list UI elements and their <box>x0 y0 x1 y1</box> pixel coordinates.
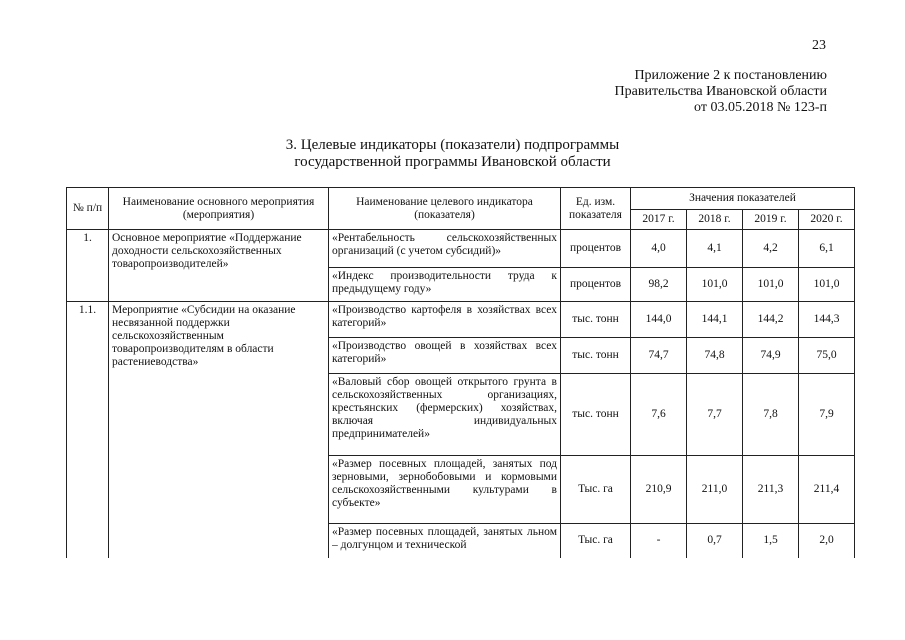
indicator-name: «Производство овощей в хозяйствах всех категорий» <box>329 338 561 374</box>
value-2020: 211,4 <box>799 456 855 524</box>
value-2019: 7,8 <box>743 374 799 456</box>
indicator-name: «Производство картофеля в хозяйствах всех категорий» <box>329 302 561 338</box>
value-2020: 2,0 <box>799 524 855 558</box>
value-2017: 98,2 <box>631 268 687 302</box>
unit-cell: тыс. тонн <box>561 374 631 456</box>
value-2018: 0,7 <box>687 524 743 558</box>
unit-cell: тыс. тонн <box>561 302 631 338</box>
value-2017: - <box>631 524 687 558</box>
value-2018: 144,1 <box>687 302 743 338</box>
indicator-name <box>329 524 561 558</box>
value-2018: 74,8 <box>687 338 743 374</box>
header-year-2020: 2020 г. <box>799 210 855 230</box>
header-values: Значения показателей <box>631 188 855 210</box>
unit-cell: процентов <box>561 230 631 268</box>
unit-cell: тыс. тонн <box>561 338 631 374</box>
header-year-2019: 2019 г. <box>743 210 799 230</box>
activity-name: Основное мероприятие «Поддержание доходности сельскохозяйственных товаропроизводителей» <box>109 230 329 302</box>
heading-line-2: государственной программы Ивановской области <box>294 154 611 170</box>
value-2020: 144,3 <box>799 302 855 338</box>
appendix-line-3: от 03.05.2018 № 123-п <box>694 100 827 115</box>
page-number: 23 <box>812 38 826 53</box>
unit-cell: процентов <box>561 268 631 302</box>
value-2017: 210,9 <box>631 456 687 524</box>
header-num: № п/п <box>67 188 109 230</box>
header-activity: Наименование основного мероприятия (мероприятия) <box>109 188 329 230</box>
table-row <box>67 230 855 268</box>
value-2018: 7,7 <box>687 374 743 456</box>
value-2020: 6,1 <box>799 230 855 268</box>
value-2017: 4,0 <box>631 230 687 268</box>
header-indicator: Наименование целевого индикатора (показателя) <box>329 188 561 230</box>
value-2018: 211,0 <box>687 456 743 524</box>
appendix-note <box>615 68 827 116</box>
value-2019: 1,5 <box>743 524 799 558</box>
indicator-name-text: «Размер посевных площадей, занятых льном – долгунцом и технической <box>332 526 557 551</box>
value-2017: 74,7 <box>631 338 687 374</box>
indicators-table <box>66 187 855 558</box>
section-heading <box>0 137 905 171</box>
header-year-2018: 2018 г. <box>687 210 743 230</box>
value-2020: 101,0 <box>799 268 855 302</box>
value-2020: 7,9 <box>799 374 855 456</box>
value-2020: 75,0 <box>799 338 855 374</box>
header-year-2017: 2017 г. <box>631 210 687 230</box>
appendix-line-1: Приложение 2 к постановлению <box>634 68 827 83</box>
indicator-name: «Индекс производительности труда к предыдущему году» <box>329 268 561 302</box>
header-unit: Ед. изм. показателя <box>561 188 631 230</box>
table-row <box>67 302 855 338</box>
value-2018: 4,1 <box>687 230 743 268</box>
value-2017: 7,6 <box>631 374 687 456</box>
indicator-name: «Рентабельность сельскохозяйственных организаций (с учетом субсидий)» <box>329 230 561 268</box>
value-2019: 144,2 <box>743 302 799 338</box>
activity-name: Мероприятие «Субсидии на оказание несвязанной поддержки сельскохозяйственным товаропроизводителям в области растениеводства» <box>109 302 329 558</box>
row-num: 1. <box>67 230 109 302</box>
unit-cell: Тыс. га <box>561 524 631 558</box>
heading-line-1: 3. Целевые индикаторы (показатели) подпрограммы <box>285 137 620 153</box>
value-2019: 101,0 <box>743 268 799 302</box>
unit-cell: Тыс. га <box>561 456 631 524</box>
value-2019: 4,2 <box>743 230 799 268</box>
value-2019: 211,3 <box>743 456 799 524</box>
row-num: 1.1. <box>67 302 109 558</box>
indicator-name: «Валовый сбор овощей открытого грунта в сельскохозяйственных организациях, крестьянских (фермерских) хозяйствах, включая индивидуальных предпринимателей» <box>329 374 561 456</box>
value-2018: 101,0 <box>687 268 743 302</box>
value-2019: 74,9 <box>743 338 799 374</box>
indicator-name: «Размер посевных площадей, занятых под зерновыми, зернобобовыми и кормовыми сельскохозяйственными культурами в субъекте» <box>329 456 561 524</box>
appendix-line-2: Правительства Ивановской области <box>614 84 827 99</box>
value-2017: 144,0 <box>631 302 687 338</box>
